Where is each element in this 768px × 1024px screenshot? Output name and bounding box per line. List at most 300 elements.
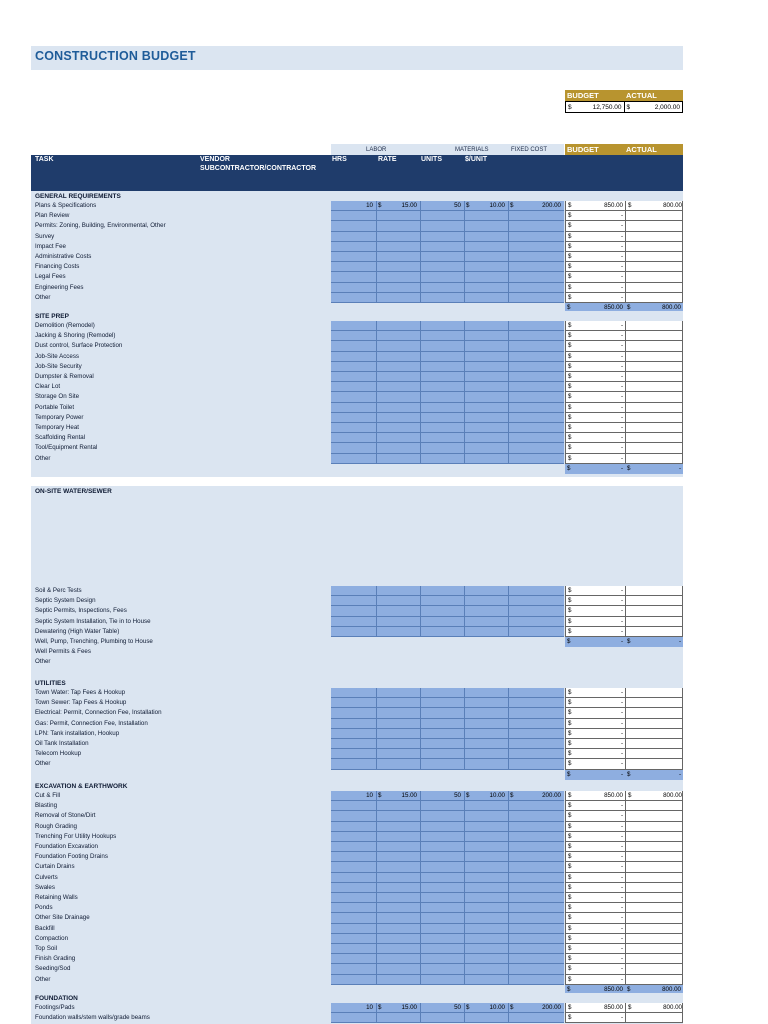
actual-cell[interactable] — [626, 372, 684, 381]
total-actual-dollar: $ — [627, 985, 631, 993]
cell-divider — [420, 293, 421, 302]
actual-cell[interactable] — [626, 627, 684, 636]
actual-cell[interactable] — [626, 454, 684, 463]
budget-actual-cells[interactable] — [565, 293, 683, 303]
budget-cell[interactable] — [566, 403, 626, 412]
budget-dollar: $ — [568, 792, 572, 800]
actual-cell[interactable] — [626, 954, 684, 963]
cell-divider — [376, 413, 377, 422]
table-row — [31, 211, 683, 221]
cost-input-cells[interactable] — [331, 321, 564, 331]
budget-actual-cells[interactable] — [565, 883, 683, 893]
cost-input-cells[interactable] — [331, 913, 564, 923]
budget-actual-cells[interactable] — [565, 283, 683, 293]
budget-actual-cells[interactable] — [565, 232, 683, 242]
cost-input-cells[interactable] — [331, 903, 564, 913]
actual-cell[interactable] — [626, 913, 684, 922]
cell-divider — [464, 362, 465, 371]
budget-actual-cells[interactable] — [565, 242, 683, 252]
budget-cell[interactable] — [566, 954, 626, 963]
budget-actual-cells[interactable] — [565, 454, 683, 464]
actual-cell[interactable] — [626, 232, 684, 241]
budget-actual-cells[interactable] — [565, 1013, 683, 1023]
budget-cell[interactable] — [566, 832, 626, 841]
summary-actual-cell[interactable] — [625, 102, 683, 112]
cell-divider — [508, 221, 509, 230]
cost-input-cells[interactable] — [331, 252, 564, 262]
budget-cell[interactable] — [566, 975, 626, 984]
actual-cell[interactable] — [626, 791, 684, 800]
cost-input-cells[interactable] — [331, 283, 564, 293]
actual-cell[interactable] — [626, 211, 684, 220]
budget-actual-cells[interactable] — [565, 893, 683, 903]
cost-input-cells[interactable] — [331, 862, 564, 872]
cost-input-cells[interactable] — [331, 413, 564, 423]
budget-value: - — [620, 934, 623, 942]
budget-actual-cells[interactable] — [565, 321, 683, 331]
cost-input-cells[interactable] — [331, 698, 564, 708]
actual-cell[interactable] — [626, 352, 684, 361]
budget-actual-cells[interactable] — [565, 791, 683, 801]
cost-input-cells[interactable] — [331, 352, 564, 362]
budget-cell[interactable] — [566, 873, 626, 882]
cost-input-cells[interactable] — [331, 791, 564, 801]
cost-input-cells[interactable] — [331, 232, 564, 242]
budget-cell[interactable] — [566, 801, 626, 810]
budget-actual-cells[interactable] — [565, 211, 683, 221]
budget-actual-cells[interactable] — [565, 433, 683, 443]
actual-cell[interactable] — [626, 252, 684, 261]
cell-divider — [508, 688, 509, 697]
cost-input-cells[interactable] — [331, 403, 564, 413]
actual-cell[interactable] — [626, 934, 684, 943]
cost-input-cells[interactable] — [331, 382, 564, 392]
budget-cell[interactable] — [566, 242, 626, 251]
actual-cell[interactable] — [626, 749, 684, 758]
budget-cell[interactable] — [566, 739, 626, 748]
cost-input-cells[interactable] — [331, 1013, 564, 1023]
budget-cell[interactable] — [566, 791, 626, 800]
table-row — [31, 688, 683, 698]
budget-cell[interactable] — [566, 272, 626, 281]
task-label: Blasting — [35, 802, 58, 810]
cost-input-cells[interactable] — [331, 201, 564, 211]
cost-input-cells[interactable] — [331, 893, 564, 903]
actual-cell[interactable] — [626, 822, 684, 831]
budget-cell[interactable] — [566, 382, 626, 391]
budget-cell[interactable] — [566, 283, 626, 292]
task-label: Culverts — [35, 873, 58, 881]
cost-input-cells[interactable] — [331, 596, 564, 606]
cost-input-cells[interactable] — [331, 749, 564, 759]
budget-actual-cells[interactable] — [565, 729, 683, 739]
actual-cell[interactable] — [626, 883, 684, 892]
actual-cell[interactable] — [626, 903, 684, 912]
actual-cell[interactable] — [626, 262, 684, 271]
budget-actual-header — [565, 144, 683, 155]
budget-actual-cells[interactable] — [565, 688, 683, 698]
actual-cell[interactable] — [626, 331, 684, 340]
budget-cell[interactable] — [566, 341, 626, 350]
budget-cell[interactable] — [566, 759, 626, 768]
budget-actual-cells[interactable] — [565, 341, 683, 351]
cell-divider — [464, 913, 465, 922]
budget-cell[interactable] — [566, 627, 626, 636]
cell-divider — [420, 617, 421, 626]
budget-actual-cells[interactable] — [565, 749, 683, 759]
actual-cell[interactable] — [626, 413, 684, 422]
cost-input-cells[interactable] — [331, 443, 564, 453]
cost-input-cells[interactable] — [331, 852, 564, 862]
cell-divider — [464, 403, 465, 412]
cost-input-cells[interactable] — [331, 627, 564, 637]
cell-divider — [376, 729, 377, 738]
table-row — [31, 903, 683, 913]
cost-input-cells[interactable] — [331, 211, 564, 221]
cost-input-cells[interactable] — [331, 606, 564, 616]
cell-divider — [376, 811, 377, 820]
cell-divider — [464, 331, 465, 340]
actual-cell[interactable] — [626, 739, 684, 748]
budget-actual-cells[interactable] — [565, 924, 683, 934]
actual-cell[interactable] — [626, 729, 684, 738]
summary-budget-cell[interactable] — [566, 102, 625, 112]
budget-cell[interactable] — [566, 934, 626, 943]
actual-cell[interactable] — [626, 811, 684, 820]
actual-cell[interactable] — [626, 362, 684, 371]
actual-cell[interactable] — [626, 242, 684, 251]
budget-actual-cells[interactable] — [565, 903, 683, 913]
cell-divider — [420, 413, 421, 422]
actual-cell[interactable] — [626, 719, 684, 728]
budget-cell[interactable] — [566, 698, 626, 707]
actual-cell[interactable] — [626, 801, 684, 810]
budget-cell[interactable] — [566, 596, 626, 605]
cost-input-cells[interactable] — [331, 954, 564, 964]
budget-actual-cells[interactable] — [565, 221, 683, 231]
budget-cell[interactable] — [566, 811, 626, 820]
budget-cell[interactable] — [566, 903, 626, 912]
budget-cell[interactable] — [566, 262, 626, 271]
budget-actual-cells[interactable] — [565, 862, 683, 872]
unit-dollar: $ — [466, 1004, 470, 1011]
budget-actual-cells[interactable] — [565, 964, 683, 974]
budget-cell[interactable] — [566, 586, 626, 595]
total-budget-value: 850.00 — [604, 985, 623, 993]
budget-cell[interactable] — [566, 221, 626, 230]
budget-cell[interactable] — [566, 883, 626, 892]
budget-cell[interactable] — [566, 708, 626, 717]
cost-input-cells[interactable] — [331, 964, 564, 974]
budget-cell[interactable] — [566, 944, 626, 953]
cost-input-cells[interactable] — [331, 221, 564, 231]
task-label: Compaction — [35, 934, 69, 942]
budget-actual-cells[interactable] — [565, 954, 683, 964]
cell-divider — [464, 708, 465, 717]
cost-input-cells[interactable] — [331, 842, 564, 852]
actual-cell[interactable] — [626, 423, 684, 432]
cost-input-cells[interactable] — [331, 372, 564, 382]
task-label: Impact Fee — [35, 242, 66, 250]
budget-actual-cells[interactable] — [565, 331, 683, 341]
task-label: Scaffolding Rental — [35, 434, 86, 442]
cost-input-cells[interactable] — [331, 362, 564, 372]
cost-input-cells[interactable] — [331, 454, 564, 464]
budget-cell[interactable] — [566, 749, 626, 758]
cost-input-cells[interactable] — [331, 293, 564, 303]
budget-cell[interactable] — [566, 1013, 626, 1022]
actual-cell[interactable] — [626, 341, 684, 350]
budget-cell[interactable] — [566, 924, 626, 933]
budget-cell[interactable] — [566, 606, 626, 615]
budget-value: - — [620, 263, 623, 271]
cost-input-cells[interactable] — [331, 811, 564, 821]
budget-actual-cells[interactable] — [565, 913, 683, 923]
cost-input-cells[interactable] — [331, 341, 564, 351]
total-budget-value: - — [620, 770, 623, 778]
cost-input-cells[interactable] — [331, 883, 564, 893]
budget-actual-cells[interactable] — [565, 617, 683, 627]
budget-cell[interactable] — [566, 413, 626, 422]
budget-actual-cells[interactable] — [565, 403, 683, 413]
budget-cell[interactable] — [566, 433, 626, 442]
cost-input-cells[interactable] — [331, 801, 564, 811]
budget-actual-cells[interactable] — [565, 423, 683, 433]
budget-actual-cells[interactable] — [565, 413, 683, 423]
budget-cell[interactable] — [566, 232, 626, 241]
cost-input-cells[interactable] — [331, 331, 564, 341]
budget-actual-cells[interactable] — [565, 352, 683, 362]
budget-cell[interactable] — [566, 688, 626, 697]
summary-actual-label: ACTUAL — [626, 91, 657, 100]
budget-actual-cells[interactable] — [565, 873, 683, 883]
cost-input-cells[interactable] — [331, 924, 564, 934]
table-row — [31, 944, 683, 954]
budget-header: BUDGET — [567, 145, 599, 154]
task-label: Temporary Power — [35, 413, 84, 421]
budget-cell[interactable] — [566, 252, 626, 261]
budget-value: - — [620, 607, 623, 615]
budget-cell[interactable] — [566, 822, 626, 831]
actual-cell[interactable] — [626, 975, 684, 984]
actual-cell[interactable] — [626, 272, 684, 281]
budget-cell[interactable] — [566, 201, 626, 210]
budget-value: - — [620, 293, 623, 301]
budget-cell[interactable] — [566, 842, 626, 851]
cell-divider — [376, 842, 377, 851]
actual-cell[interactable] — [626, 321, 684, 330]
task-label: Other Site Drainage — [35, 914, 90, 922]
cost-input-cells[interactable] — [331, 759, 564, 769]
cost-input-cells[interactable] — [331, 392, 564, 402]
budget-actual-cells[interactable] — [565, 252, 683, 262]
budget-cell[interactable] — [566, 321, 626, 330]
budget-actual-cells[interactable] — [565, 382, 683, 392]
cell-divider — [464, 749, 465, 758]
actual-cell[interactable] — [626, 862, 684, 871]
budget-cell[interactable] — [566, 331, 626, 340]
cost-input-cells[interactable] — [331, 873, 564, 883]
budget-dollar: $ — [568, 393, 572, 401]
actual-cell[interactable] — [626, 708, 684, 717]
cost-input-cells[interactable] — [331, 423, 564, 433]
budget-cell[interactable] — [566, 392, 626, 401]
budget-actual-cells[interactable] — [565, 443, 683, 453]
cost-input-cells[interactable] — [331, 272, 564, 282]
actual-cell[interactable] — [626, 443, 684, 452]
actual-cell[interactable] — [626, 873, 684, 882]
cell-divider — [464, 433, 465, 442]
actual-cell[interactable] — [626, 596, 684, 605]
budget-actual-cells[interactable] — [565, 262, 683, 272]
actual-cell[interactable] — [626, 617, 684, 626]
actual-cell[interactable] — [626, 586, 684, 595]
budget-actual-cells[interactable] — [565, 852, 683, 862]
cell-divider — [464, 232, 465, 241]
cost-input-cells[interactable] — [331, 242, 564, 252]
actual-cell[interactable] — [626, 842, 684, 851]
actual-cell[interactable] — [626, 1013, 684, 1022]
budget-actual-cells[interactable] — [565, 272, 683, 282]
cell-divider — [508, 382, 509, 391]
cell-divider — [508, 242, 509, 251]
cell-divider — [464, 688, 465, 697]
budget-actual-cells[interactable] — [565, 739, 683, 749]
task-label: Plan Review — [35, 212, 70, 220]
budget-actual-cells[interactable] — [565, 392, 683, 402]
actual-cell[interactable] — [626, 964, 684, 973]
task-label: Top Soil — [35, 945, 58, 952]
cost-input-cells[interactable] — [331, 586, 564, 596]
budget-cell[interactable] — [566, 893, 626, 902]
budget-dollar: $ — [568, 232, 572, 240]
budget-actual-cells[interactable] — [565, 372, 683, 382]
cell-divider — [508, 403, 509, 412]
actual-cell[interactable] — [626, 924, 684, 933]
budget-dollar: $ — [568, 843, 572, 851]
task-label: Cut & Fill — [35, 792, 61, 799]
cost-input-cells[interactable] — [331, 739, 564, 749]
budget-actual-cells[interactable] — [565, 975, 683, 985]
cost-input-cells[interactable] — [331, 934, 564, 944]
budget-actual-cells[interactable] — [565, 842, 683, 852]
actual-cell[interactable] — [626, 382, 684, 391]
budget-actual-cells[interactable] — [565, 362, 683, 372]
table-row — [31, 698, 683, 708]
section-total — [565, 637, 683, 647]
budget-cell[interactable] — [566, 211, 626, 220]
cost-input-cells[interactable] — [331, 262, 564, 272]
actual-cell[interactable] — [626, 403, 684, 412]
cost-input-cells[interactable] — [331, 729, 564, 739]
budget-cell[interactable] — [566, 293, 626, 302]
actual-cell[interactable] — [626, 832, 684, 841]
actual-cell[interactable] — [626, 759, 684, 768]
budget-actual-cells[interactable] — [565, 944, 683, 954]
actual-cell[interactable] — [626, 293, 684, 302]
budget-actual-cells[interactable] — [565, 811, 683, 821]
cell-divider — [508, 433, 509, 442]
budget-cell[interactable] — [566, 617, 626, 626]
budget-actual-cells[interactable] — [565, 759, 683, 769]
actual-cell[interactable] — [626, 1003, 684, 1012]
budget-actual-cells[interactable] — [565, 201, 683, 211]
budget-cell[interactable] — [566, 964, 626, 973]
budget-value: - — [620, 253, 623, 261]
cost-input-cells[interactable] — [331, 708, 564, 718]
actual-cell[interactable] — [626, 893, 684, 902]
budget-cell[interactable] — [566, 862, 626, 871]
cell-divider — [508, 331, 509, 340]
budget-cell[interactable] — [566, 352, 626, 361]
budget-cell[interactable] — [566, 423, 626, 432]
task-label: Financing Costs — [35, 263, 80, 271]
cost-input-cells[interactable] — [331, 1003, 564, 1013]
cell-divider — [508, 443, 509, 452]
actual-cell[interactable] — [626, 392, 684, 401]
actual-cell[interactable] — [626, 221, 684, 230]
budget-actual-cells[interactable] — [565, 1003, 683, 1013]
cost-input-cells[interactable] — [331, 688, 564, 698]
budget-actual-cells[interactable] — [565, 627, 683, 637]
budget-cell[interactable] — [566, 852, 626, 861]
cost-input-cells[interactable] — [331, 975, 564, 985]
budget-value: - — [620, 719, 623, 727]
budget-actual-cells[interactable] — [565, 822, 683, 832]
budget-actual-cells[interactable] — [565, 586, 683, 596]
budget-cell[interactable] — [566, 443, 626, 452]
cost-input-cells[interactable] — [331, 617, 564, 627]
budget-cell[interactable] — [566, 913, 626, 922]
budget-actual-cells[interactable] — [565, 934, 683, 944]
cost-input-cells[interactable] — [331, 822, 564, 832]
cost-input-cells[interactable] — [331, 433, 564, 443]
actual-cell[interactable] — [626, 283, 684, 292]
actual-cell[interactable] — [626, 944, 684, 953]
budget-actual-cells[interactable] — [565, 596, 683, 606]
cell-divider — [376, 944, 377, 953]
actual-cell[interactable] — [626, 852, 684, 861]
cell-divider — [464, 873, 465, 882]
budget-actual-cells[interactable] — [565, 832, 683, 842]
budget-actual-cells[interactable] — [565, 708, 683, 718]
hrs-header: HRS — [332, 156, 347, 163]
actual-cell[interactable] — [626, 698, 684, 707]
cost-input-cells[interactable] — [331, 832, 564, 842]
task-label: Permits: Zoning, Building, Environmental, Other — [35, 222, 166, 230]
actual-cell[interactable] — [626, 688, 684, 697]
budget-cell[interactable] — [566, 729, 626, 738]
actual-cell[interactable] — [626, 433, 684, 442]
budget-actual-cells[interactable] — [565, 698, 683, 708]
budget-cell[interactable] — [566, 719, 626, 728]
budget-actual-cells[interactable] — [565, 606, 683, 616]
budget-cell[interactable] — [566, 1003, 626, 1012]
budget-value: - — [620, 222, 623, 230]
budget-actual-cells[interactable] — [565, 801, 683, 811]
actual-cell[interactable] — [626, 201, 684, 210]
budget-cell[interactable] — [566, 454, 626, 463]
budget-cell[interactable] — [566, 362, 626, 371]
cost-input-cells[interactable] — [331, 719, 564, 729]
task-label: Job-Site Access — [35, 352, 80, 360]
cell-divider — [464, 893, 465, 902]
cost-input-cells[interactable] — [331, 944, 564, 954]
budget-actual-cells[interactable] — [565, 719, 683, 729]
budget-cell[interactable] — [566, 372, 626, 381]
actual-cell[interactable] — [626, 606, 684, 615]
budget-dollar: $ — [568, 627, 572, 635]
